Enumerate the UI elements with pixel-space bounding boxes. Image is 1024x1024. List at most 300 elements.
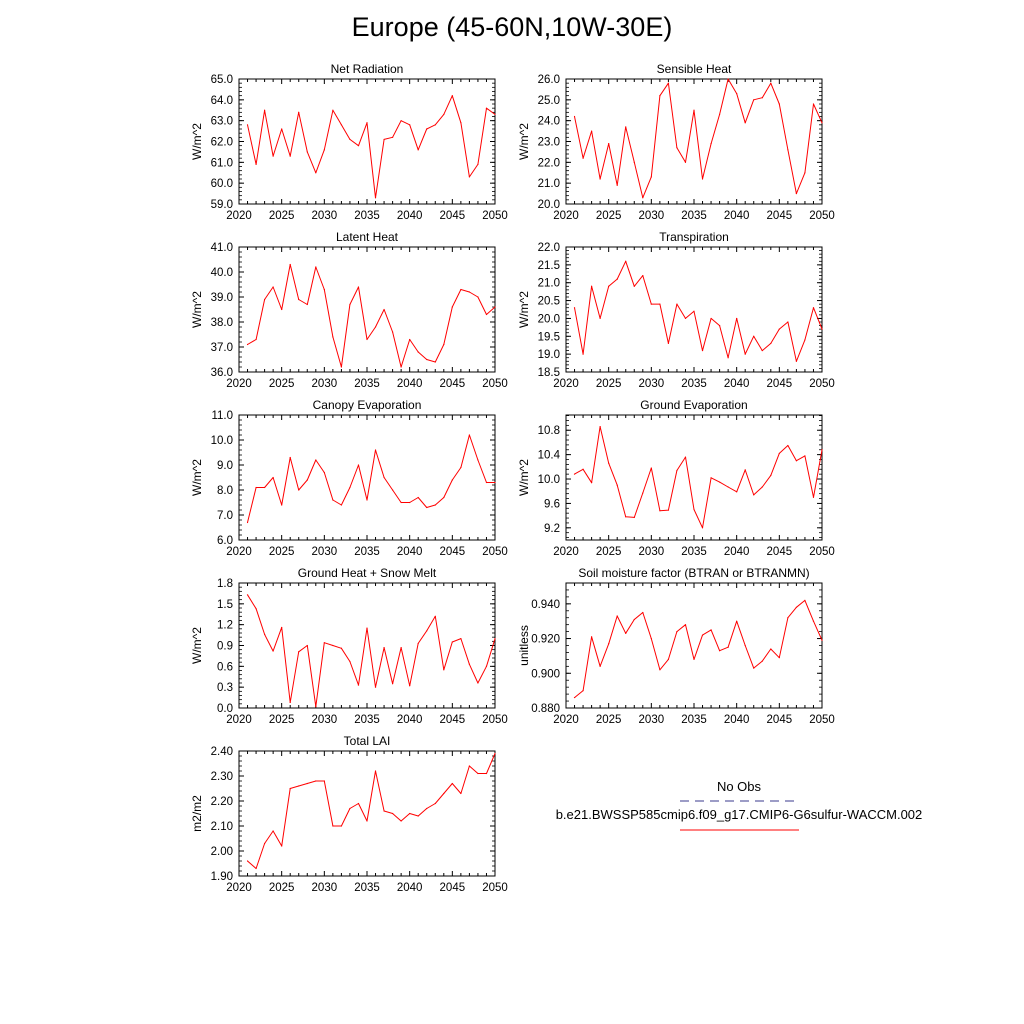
- y-tick-label: 2.40: [210, 746, 233, 758]
- series-line: [575, 427, 823, 528]
- x-tick-label: 2030: [311, 882, 338, 894]
- data-point: [460, 467, 461, 468]
- chart-title: Sensible Heat: [656, 62, 732, 76]
- data-point: [477, 164, 478, 165]
- data-point: [642, 197, 643, 198]
- x-tick-label: 2045: [439, 210, 466, 222]
- y-tick-label: 0.880: [531, 703, 560, 715]
- y-axis-label: unitless: [517, 625, 531, 666]
- data-point: [762, 486, 763, 487]
- data-point: [634, 619, 635, 620]
- chart-title: Transpiration: [659, 230, 729, 244]
- data-point: [452, 641, 453, 642]
- data-point: [255, 868, 256, 869]
- y-tick-label: 0.3: [217, 682, 233, 695]
- data-point: [779, 103, 780, 104]
- data-point: [821, 122, 822, 123]
- x-tick-label: 2050: [809, 210, 835, 222]
- x-tick-label: 2020: [226, 378, 252, 390]
- data-point: [332, 825, 333, 826]
- data-point: [401, 502, 402, 503]
- data-point: [625, 633, 626, 634]
- data-point: [409, 502, 410, 503]
- chart-ground-heat-snow-melt: [190, 566, 508, 726]
- y-tick-label: 1.5: [217, 598, 233, 611]
- data-point: [668, 343, 669, 344]
- x-tick-label: 2050: [809, 378, 835, 390]
- data-point: [813, 621, 814, 622]
- data-point: [685, 162, 686, 163]
- data-point: [366, 339, 367, 340]
- x-tick-label: 2050: [482, 714, 508, 726]
- data-point: [477, 459, 478, 460]
- data-point: [273, 830, 274, 831]
- y-tick-label: 19.0: [537, 349, 560, 362]
- data-point: [494, 753, 495, 754]
- data-point: [366, 499, 367, 500]
- data-point: [435, 504, 436, 505]
- data-point: [341, 366, 342, 367]
- data-point: [486, 314, 487, 315]
- chart-latent-heat: [190, 230, 508, 390]
- data-point: [307, 479, 308, 480]
- data-point: [443, 344, 444, 345]
- data-point: [409, 339, 410, 340]
- data-point: [582, 469, 583, 470]
- y-tick-label: 36.0: [210, 367, 233, 379]
- y-axis-label: W/m^2: [190, 123, 204, 160]
- data-point: [574, 116, 575, 117]
- y-tick-label: 25.0: [537, 94, 560, 107]
- y-tick-label: 0.6: [217, 661, 233, 674]
- data-point: [324, 642, 325, 643]
- data-point: [796, 361, 797, 362]
- x-tick-label: 2030: [638, 714, 665, 726]
- data-point: [582, 690, 583, 691]
- x-tick-label: 2050: [809, 546, 835, 558]
- x-tick-label: 2040: [396, 882, 423, 894]
- data-point: [469, 664, 470, 665]
- data-point: [332, 110, 333, 111]
- data-point: [383, 309, 384, 310]
- y-tick-label: 10.0: [210, 435, 233, 447]
- y-tick-label: 22.0: [537, 157, 560, 170]
- data-point: [574, 307, 575, 308]
- x-tick-label: 2020: [226, 714, 252, 726]
- data-point: [392, 489, 393, 490]
- y-tick-label: 6.0: [217, 535, 233, 547]
- chart-net-radiation: [190, 62, 508, 222]
- data-point: [617, 185, 618, 186]
- x-tick-label: 2040: [396, 378, 423, 390]
- data-point: [264, 487, 265, 488]
- x-tick-label: 2030: [311, 714, 338, 726]
- y-tick-label: 21.0: [537, 277, 560, 290]
- data-point: [383, 139, 384, 140]
- data-point: [693, 311, 694, 312]
- y-tick-label: 65.0: [210, 74, 233, 86]
- x-tick-label: 2050: [482, 210, 508, 222]
- x-tick-label: 2030: [638, 378, 665, 390]
- data-point: [591, 130, 592, 131]
- data-point: [307, 304, 308, 305]
- data-point: [591, 482, 592, 483]
- data-point: [255, 164, 256, 165]
- chart-title: Ground Evaporation: [640, 398, 748, 412]
- x-tick-label: 2050: [809, 714, 835, 726]
- y-axis-label: W/m^2: [517, 291, 531, 328]
- data-point: [787, 149, 788, 150]
- plot-frame: [566, 247, 822, 372]
- x-tick-label: 2035: [354, 378, 380, 390]
- data-point: [418, 351, 419, 352]
- data-point: [779, 657, 780, 658]
- x-tick-label: 2030: [638, 546, 665, 558]
- data-point: [625, 261, 626, 262]
- data-point: [685, 624, 686, 625]
- data-point: [281, 627, 282, 628]
- data-point: [264, 634, 265, 635]
- data-point: [349, 661, 350, 662]
- data-point: [469, 434, 470, 435]
- data-point: [651, 467, 652, 468]
- y-tick-label: 9.0: [217, 460, 233, 472]
- data-point: [574, 474, 575, 475]
- data-point: [659, 304, 660, 305]
- y-tick-label: 10.0: [537, 474, 560, 487]
- data-point: [779, 453, 780, 454]
- data-point: [574, 697, 575, 698]
- data-point: [821, 329, 822, 330]
- data-point: [452, 95, 453, 96]
- x-tick-label: 2030: [638, 210, 665, 222]
- data-point: [728, 357, 729, 358]
- data-point: [710, 629, 711, 630]
- x-tick-label: 2025: [595, 714, 622, 726]
- data-point: [736, 491, 737, 492]
- data-point: [375, 687, 376, 688]
- x-tick-label: 2030: [311, 546, 338, 558]
- y-tick-label: 10.8: [537, 425, 560, 438]
- data-point: [264, 299, 265, 300]
- series-line: [575, 600, 823, 697]
- chart-transpiration: [517, 230, 835, 390]
- x-tick-label: 2045: [766, 714, 793, 726]
- figure-title: Europe (45-60N,10W-30E): [351, 12, 673, 42]
- data-point: [719, 650, 720, 651]
- data-point: [307, 151, 308, 152]
- data-point: [409, 124, 410, 125]
- data-point: [375, 326, 376, 327]
- y-tick-label: 0.9: [217, 640, 233, 653]
- y-tick-label: 40.0: [210, 267, 233, 279]
- x-tick-label: 2035: [354, 210, 380, 222]
- x-tick-label: 2035: [354, 882, 380, 894]
- data-point: [702, 350, 703, 351]
- data-point: [821, 449, 822, 450]
- data-point: [600, 666, 601, 667]
- data-point: [762, 97, 763, 98]
- data-point: [324, 149, 325, 150]
- x-tick-label: 2050: [482, 546, 508, 558]
- x-tick-label: 2040: [723, 210, 750, 222]
- x-tick-label: 2025: [268, 882, 295, 894]
- data-point: [494, 482, 495, 483]
- x-tick-label: 2020: [553, 546, 579, 558]
- data-point: [358, 145, 359, 146]
- data-point: [787, 617, 788, 618]
- x-tick-label: 2050: [482, 882, 508, 894]
- data-point: [435, 803, 436, 804]
- data-point: [358, 286, 359, 287]
- series-line: [575, 261, 823, 361]
- data-point: [668, 510, 669, 511]
- data-point: [625, 126, 626, 127]
- data-point: [486, 666, 487, 667]
- data-point: [736, 93, 737, 94]
- data-point: [392, 331, 393, 332]
- data-point: [736, 621, 737, 622]
- data-point: [383, 477, 384, 478]
- data-point: [315, 706, 316, 707]
- data-point: [341, 504, 342, 505]
- x-tick-label: 2025: [595, 210, 622, 222]
- data-point: [264, 110, 265, 111]
- data-point: [341, 124, 342, 125]
- data-point: [290, 457, 291, 458]
- y-tick-label: 60.0: [210, 178, 233, 191]
- data-point: [409, 685, 410, 686]
- data-point: [753, 99, 754, 100]
- series-line: [248, 435, 496, 523]
- y-axis-label: W/m^2: [190, 627, 204, 664]
- data-point: [290, 155, 291, 156]
- data-point: [273, 477, 274, 478]
- data-point: [787, 445, 788, 446]
- data-point: [264, 843, 265, 844]
- data-point: [477, 773, 478, 774]
- x-tick-label: 2035: [354, 714, 380, 726]
- y-tick-label: 0.900: [531, 668, 560, 681]
- data-point: [273, 650, 274, 651]
- data-point: [435, 124, 436, 125]
- data-point: [247, 860, 248, 861]
- data-point: [443, 497, 444, 498]
- data-point: [460, 289, 461, 290]
- data-point: [804, 172, 805, 173]
- data-point: [676, 304, 677, 305]
- data-point: [477, 682, 478, 683]
- legend-model-label: b.e21.BWSSP585cmip6.f09_g17.CMIP6-G6sulfur-WACCM.002: [555, 807, 923, 822]
- x-tick-label: 2035: [681, 714, 707, 726]
- y-tick-label: 20.5: [537, 295, 560, 308]
- plot-frame: [566, 415, 822, 540]
- data-point: [443, 114, 444, 115]
- data-point: [341, 825, 342, 826]
- data-point: [719, 325, 720, 326]
- data-point: [608, 143, 609, 144]
- data-point: [426, 128, 427, 129]
- data-point: [617, 615, 618, 616]
- data-point: [486, 108, 487, 109]
- y-tick-label: 9.2: [544, 522, 560, 535]
- y-tick-label: 10.4: [537, 449, 560, 462]
- y-tick-label: 1.8: [217, 578, 233, 590]
- y-axis-label: m2/m2: [190, 795, 204, 832]
- y-tick-label: 2.20: [210, 796, 233, 808]
- data-point: [796, 607, 797, 608]
- data-point: [762, 661, 763, 662]
- data-point: [255, 608, 256, 609]
- y-tick-label: 9.6: [544, 498, 560, 511]
- plot-frame: [566, 79, 822, 204]
- series-line: [248, 265, 496, 368]
- data-point: [290, 264, 291, 265]
- data-point: [608, 286, 609, 287]
- data-point: [247, 124, 248, 125]
- data-point: [693, 110, 694, 111]
- data-point: [349, 487, 350, 488]
- data-point: [426, 630, 427, 631]
- y-tick-label: 18.5: [537, 367, 560, 379]
- data-point: [617, 279, 618, 280]
- data-point: [281, 504, 282, 505]
- data-point: [418, 149, 419, 150]
- x-tick-label: 2045: [439, 378, 466, 390]
- data-point: [366, 122, 367, 123]
- data-point: [281, 845, 282, 846]
- x-tick-label: 2025: [595, 378, 622, 390]
- data-point: [685, 318, 686, 319]
- data-point: [728, 78, 729, 79]
- y-tick-label: 21.5: [537, 259, 560, 272]
- data-point: [676, 631, 677, 632]
- data-point: [281, 309, 282, 310]
- data-point: [435, 361, 436, 362]
- data-point: [762, 350, 763, 351]
- data-point: [736, 318, 737, 319]
- data-point: [401, 120, 402, 121]
- y-tick-label: 37.0: [210, 342, 233, 354]
- data-point: [608, 463, 609, 464]
- data-point: [745, 122, 746, 123]
- data-point: [375, 449, 376, 450]
- x-tick-label: 2020: [553, 378, 579, 390]
- y-tick-label: 0.920: [531, 633, 560, 646]
- series-line: [248, 595, 496, 707]
- data-point: [418, 497, 419, 498]
- data-point: [247, 522, 248, 523]
- y-tick-label: 2.30: [210, 771, 233, 783]
- data-point: [469, 765, 470, 766]
- data-point: [728, 647, 729, 648]
- data-point: [804, 600, 805, 601]
- data-point: [813, 307, 814, 308]
- data-point: [779, 329, 780, 330]
- data-point: [659, 95, 660, 96]
- data-point: [804, 339, 805, 340]
- data-point: [443, 669, 444, 670]
- data-point: [745, 354, 746, 355]
- data-point: [401, 647, 402, 648]
- data-point: [435, 616, 436, 617]
- x-tick-label: 2040: [396, 546, 423, 558]
- data-point: [383, 647, 384, 648]
- data-point: [494, 306, 495, 307]
- x-tick-label: 2040: [723, 714, 750, 726]
- plot-frame: [239, 247, 495, 372]
- data-point: [315, 459, 316, 460]
- data-point: [375, 197, 376, 198]
- x-tick-label: 2020: [226, 546, 252, 558]
- x-tick-label: 2040: [723, 378, 750, 390]
- data-point: [600, 318, 601, 319]
- data-point: [247, 344, 248, 345]
- data-point: [426, 359, 427, 360]
- data-point: [332, 499, 333, 500]
- x-tick-label: 2030: [311, 378, 338, 390]
- legend-obs-label: No Obs: [716, 779, 762, 794]
- x-tick-label: 2045: [766, 210, 793, 222]
- x-tick-label: 2020: [226, 882, 252, 894]
- data-point: [273, 286, 274, 287]
- chart-title: Net Radiation: [330, 62, 404, 76]
- data-point: [255, 487, 256, 488]
- data-point: [332, 336, 333, 337]
- y-tick-label: 0.0: [217, 703, 233, 715]
- series-line: [575, 79, 823, 198]
- data-point: [821, 640, 822, 641]
- data-point: [710, 143, 711, 144]
- x-tick-label: 2040: [396, 714, 423, 726]
- data-point: [651, 638, 652, 639]
- y-tick-label: 1.2: [217, 619, 233, 632]
- chart-title: Latent Heat: [335, 230, 399, 244]
- data-point: [728, 486, 729, 487]
- data-point: [324, 289, 325, 290]
- data-point: [477, 296, 478, 297]
- y-tick-label: 21.0: [537, 178, 560, 191]
- y-tick-label: 20.0: [537, 313, 560, 326]
- x-tick-label: 2035: [681, 378, 707, 390]
- data-point: [642, 275, 643, 276]
- data-point: [702, 527, 703, 528]
- y-tick-label: 23.0: [537, 136, 560, 149]
- data-point: [642, 612, 643, 613]
- data-point: [753, 336, 754, 337]
- y-axis-label: W/m^2: [517, 123, 531, 160]
- data-point: [460, 122, 461, 123]
- data-point: [591, 636, 592, 637]
- data-point: [668, 83, 669, 84]
- x-tick-label: 2045: [766, 546, 793, 558]
- y-axis-label: W/m^2: [190, 291, 204, 328]
- data-point: [247, 594, 248, 595]
- x-tick-label: 2025: [268, 714, 295, 726]
- x-tick-label: 2040: [723, 546, 750, 558]
- data-point: [710, 477, 711, 478]
- data-point: [315, 266, 316, 267]
- data-point: [710, 318, 711, 319]
- data-point: [255, 339, 256, 340]
- x-tick-label: 2045: [439, 714, 466, 726]
- chart-canopy-evaporation: [190, 398, 508, 558]
- data-point: [298, 489, 299, 490]
- y-tick-label: 59.0: [210, 199, 233, 211]
- data-point: [358, 684, 359, 685]
- x-tick-label: 2040: [396, 210, 423, 222]
- x-tick-label: 2020: [553, 714, 579, 726]
